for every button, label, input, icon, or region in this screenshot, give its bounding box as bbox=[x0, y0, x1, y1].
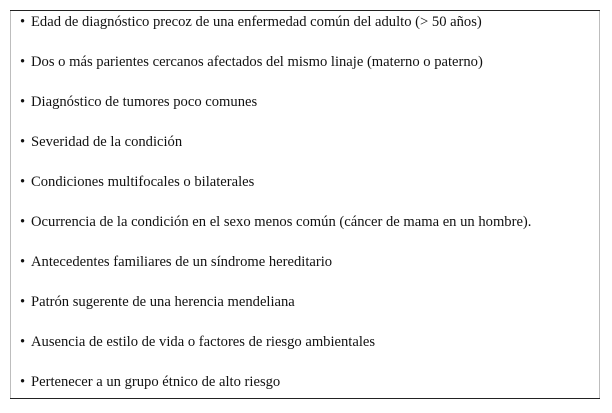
bullet-icon: • bbox=[20, 254, 26, 270]
bullet-icon: • bbox=[20, 294, 26, 310]
list-item bbox=[20, 13, 595, 53]
list-item-text: Ausencia de estilo de vida o factores de riesgo ambientales bbox=[31, 334, 376, 350]
list-item-text: Pertenecer a un grupo étnico de alto riesgo bbox=[31, 374, 281, 390]
list-item bbox=[20, 333, 595, 373]
list-item-text: Dos o más parientes cercanos afectados del mismo linaje (materno o paterno) bbox=[31, 54, 483, 70]
top-rule bbox=[10, 10, 600, 11]
list-item-text: Condiciones multifocales o bilaterales bbox=[31, 174, 255, 190]
bullet-icon: • bbox=[20, 54, 26, 70]
list-item-text: Severidad de la condición bbox=[31, 134, 183, 150]
list-item bbox=[20, 173, 595, 213]
bullet-icon: • bbox=[20, 14, 26, 30]
list-item-text: Ocurrencia de la condición en el sexo menos común (cáncer de mama en un hombre). bbox=[31, 214, 532, 230]
list-item bbox=[20, 133, 595, 173]
list-item-text: Patrón sugerente de una herencia mendeliana bbox=[31, 294, 295, 310]
bullet-icon: • bbox=[20, 174, 26, 190]
list-item bbox=[20, 53, 595, 93]
bullet-icon: • bbox=[20, 94, 26, 110]
list-item bbox=[20, 93, 595, 133]
list-item-text: Diagnóstico de tumores poco comunes bbox=[31, 94, 258, 110]
list-item-text: Edad de diagnóstico precoz de una enfermedad común del adulto (> 50 años) bbox=[31, 14, 482, 30]
list-item bbox=[20, 293, 595, 333]
bullet-icon: • bbox=[20, 334, 26, 350]
list-item bbox=[20, 213, 595, 253]
criteria-list bbox=[20, 13, 595, 413]
list-item-text: Antecedentes familiares de un síndrome hereditario bbox=[31, 254, 333, 270]
bullet-icon: • bbox=[20, 134, 26, 150]
bullet-icon: • bbox=[20, 214, 26, 230]
bullet-icon: • bbox=[20, 374, 26, 390]
list-item bbox=[20, 373, 595, 413]
list-item bbox=[20, 253, 595, 293]
